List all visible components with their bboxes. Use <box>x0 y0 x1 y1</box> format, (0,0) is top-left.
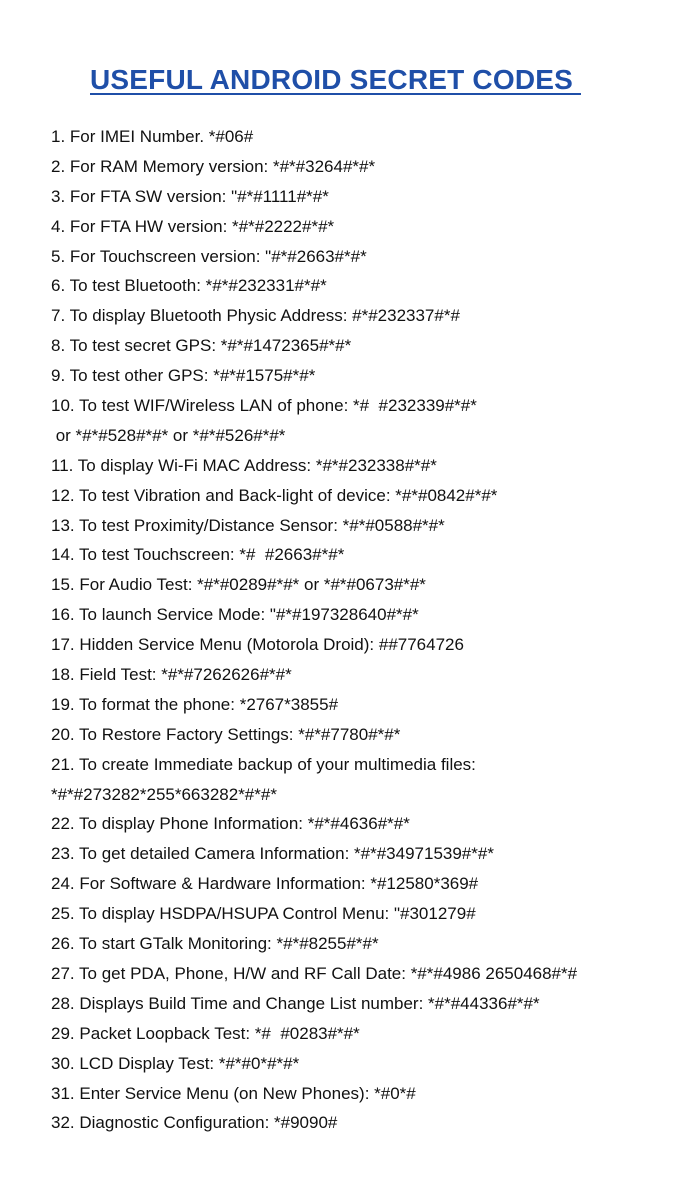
list-item: 30. LCD Display Test: *#*#0*#*#* <box>51 1053 300 1073</box>
list-item: 10. To test WIF/Wireless LAN of phone: *# #232339#*#* <box>51 396 477 416</box>
list-item: 22. To display Phone Information: *#*#4636#*#* <box>51 814 410 834</box>
list-item: 14. To test Touchscreen: *# #2663#*#* <box>51 545 345 565</box>
list-item: 16. To launch Service Mode: "#*#197328640#*#* <box>51 605 419 625</box>
list-item: 31. Enter Service Menu (on New Phones): *#0*# <box>51 1083 416 1103</box>
list-item: 8. To test secret GPS: *#*#1472365#*#* <box>51 336 352 356</box>
list-item: 9. To test other GPS: *#*#1575#*#* <box>51 366 316 386</box>
list-item: 3. For FTA SW version: "#*#1111#*#* <box>51 186 329 206</box>
list-item: 28. Displays Build Time and Change List number: *#*#44336#*#* <box>51 993 540 1013</box>
list-item: 21. To create Immediate backup of your multimedia files: <box>51 754 476 774</box>
list-item: 23. To get detailed Camera Information: *#*#34971539#*#* <box>51 844 494 864</box>
list-item-continuation: or *#*#528#*#* or *#*#526#*#* <box>51 425 286 445</box>
secret-codes-list <box>51 122 675 1138</box>
list-item: 24. For Software & Hardware Information: *#12580*369# <box>51 874 479 894</box>
list-item: 19. To format the phone: *2767*3855# <box>51 694 339 714</box>
list-item: 26. To start GTalk Monitoring: *#*#8255#*#* <box>51 934 379 954</box>
list-item: 15. For Audio Test: *#*#0289#*#* or *#*#0673#*#* <box>51 575 426 595</box>
list-item: 7. To display Bluetooth Physic Address: #*#232337#*# <box>51 306 460 326</box>
list-item: 6. To test Bluetooth: *#*#232331#*#* <box>51 276 327 296</box>
list-item: 20. To Restore Factory Settings: *#*#7780#*#* <box>51 724 401 744</box>
list-item-continuation: *#*#273282*255*663282*#*#* <box>51 784 277 804</box>
list-item: 13. To test Proximity/Distance Sensor: *#*#0588#*#* <box>51 515 445 535</box>
list-item: 11. To display Wi-Fi MAC Address: *#*#232338#*#* <box>51 455 437 475</box>
list-item: 29. Packet Loopback Test: *# #0283#*#* <box>51 1023 360 1043</box>
list-item: 17. Hidden Service Menu (Motorola Droid): ##7764726 <box>51 635 464 655</box>
list-item: 4. For FTA HW version: *#*#2222#*#* <box>51 216 335 236</box>
list-item: 1. For IMEI Number. *#06# <box>51 127 254 146</box>
list-item: 5. For Touchscreen version: "#*#2663#*#* <box>51 246 367 266</box>
page-title: USEFUL ANDROID SECRET CODES <box>90 64 581 95</box>
list-item: 2. For RAM Memory version: *#*#3264#*#* <box>51 156 376 176</box>
list-item: 27. To get PDA, Phone, H/W and RF Call Date: *#*#4986 2650468#*# <box>51 963 578 983</box>
list-item: 18. Field Test: *#*#7262626#*#* <box>51 665 292 685</box>
list-item: 12. To test Vibration and Back-light of device: *#*#0842#*#* <box>51 485 498 505</box>
list-item: 25. To display HSDPA/HSUPA Control Menu: "#301279# <box>51 904 476 924</box>
list-item: 32. Diagnostic Configuration: *#9090# <box>51 1113 338 1133</box>
